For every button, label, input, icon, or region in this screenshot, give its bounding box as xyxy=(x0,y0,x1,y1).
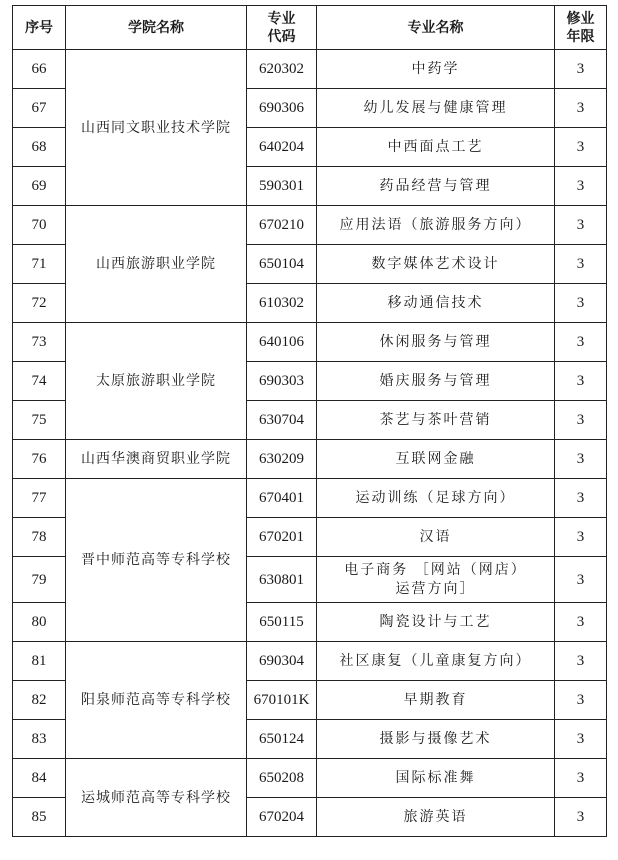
seq-cell: 70 xyxy=(13,206,66,245)
years-cell: 3 xyxy=(555,681,607,720)
major-cell: 互联网金融 xyxy=(317,440,555,479)
school-cell: 运城师范高等专科学校 xyxy=(66,759,247,837)
code-cell: 630704 xyxy=(247,401,317,440)
code-cell: 670210 xyxy=(247,206,317,245)
seq-cell: 83 xyxy=(13,720,66,759)
major-cell: 移动通信技术 xyxy=(317,284,555,323)
table-row xyxy=(13,642,607,681)
code-cell: 690304 xyxy=(247,642,317,681)
major-cell: 应用法语（旅游服务方向） xyxy=(317,206,555,245)
code-cell: 640106 xyxy=(247,323,317,362)
school-cell: 山西华澳商贸职业学院 xyxy=(66,440,247,479)
seq-cell: 82 xyxy=(13,681,66,720)
header-seq: 序号 xyxy=(13,6,66,50)
years-cell: 3 xyxy=(555,206,607,245)
major-cell: 婚庆服务与管理 xyxy=(317,362,555,401)
years-cell: 3 xyxy=(555,89,607,128)
years-cell: 3 xyxy=(555,167,607,206)
school-cell: 晋中师范高等专科学校 xyxy=(66,479,247,642)
seq-cell: 81 xyxy=(13,642,66,681)
seq-cell: 85 xyxy=(13,798,66,837)
years-cell: 3 xyxy=(555,362,607,401)
seq-cell: 78 xyxy=(13,518,66,557)
code-cell: 650115 xyxy=(247,603,317,642)
seq-cell: 69 xyxy=(13,167,66,206)
major-cell: 社区康复（儿童康复方向） xyxy=(317,642,555,681)
code-cell: 690306 xyxy=(247,89,317,128)
years-cell: 3 xyxy=(555,50,607,89)
major-cell: 数字媒体艺术设计 xyxy=(317,245,555,284)
seq-cell: 84 xyxy=(13,759,66,798)
years-cell: 3 xyxy=(555,128,607,167)
major-cell: 汉语 xyxy=(317,518,555,557)
major-cell: 运动训练（足球方向） xyxy=(317,479,555,518)
seq-cell: 73 xyxy=(13,323,66,362)
code-cell: 670204 xyxy=(247,798,317,837)
table-row xyxy=(13,50,607,89)
years-cell: 3 xyxy=(555,440,607,479)
years-cell: 3 xyxy=(555,401,607,440)
header-years xyxy=(555,6,607,50)
seq-cell: 71 xyxy=(13,245,66,284)
header-code xyxy=(247,6,317,50)
seq-cell: 76 xyxy=(13,440,66,479)
seq-cell: 80 xyxy=(13,603,66,642)
major-cell: 国际标准舞 xyxy=(317,759,555,798)
header-years-line2: 年限 xyxy=(566,28,595,45)
header-code-line2: 代码 xyxy=(267,28,296,45)
major-cell: 早期教育 xyxy=(317,681,555,720)
major-cell: 休闲服务与管理 xyxy=(317,323,555,362)
seq-cell: 66 xyxy=(13,50,66,89)
code-cell: 610302 xyxy=(247,284,317,323)
code-cell: 650124 xyxy=(247,720,317,759)
code-cell: 690303 xyxy=(247,362,317,401)
years-cell: 3 xyxy=(555,245,607,284)
header-years-line1: 修业 xyxy=(566,10,595,27)
major-cell: 摄影与摄像艺术 xyxy=(317,720,555,759)
code-cell: 630801 xyxy=(247,557,317,603)
table-row xyxy=(13,479,607,518)
years-cell: 3 xyxy=(555,557,607,603)
code-cell: 670401 xyxy=(247,479,317,518)
major-cell: 幼儿发展与健康管理 xyxy=(317,89,555,128)
years-cell: 3 xyxy=(555,603,607,642)
seq-cell: 74 xyxy=(13,362,66,401)
seq-cell: 75 xyxy=(13,401,66,440)
seq-cell: 68 xyxy=(13,128,66,167)
header-school: 学院名称 xyxy=(66,6,247,50)
code-cell: 620302 xyxy=(247,50,317,89)
major-cell xyxy=(317,557,555,603)
header-code-line1: 专业 xyxy=(267,10,296,27)
seq-cell: 79 xyxy=(13,557,66,603)
years-cell: 3 xyxy=(555,759,607,798)
code-cell: 670101K xyxy=(247,681,317,720)
years-cell: 3 xyxy=(555,284,607,323)
years-cell: 3 xyxy=(555,720,607,759)
major-cell-line1: 电子商务 ［网站（网店） xyxy=(344,561,527,578)
years-cell: 3 xyxy=(555,798,607,837)
table-row xyxy=(13,759,607,798)
header-major: 专业名称 xyxy=(317,6,555,50)
table-row xyxy=(13,440,607,479)
table-row xyxy=(13,323,607,362)
major-cell: 茶艺与茶叶营销 xyxy=(317,401,555,440)
code-cell: 650104 xyxy=(247,245,317,284)
majors-table xyxy=(12,5,607,837)
code-cell: 670201 xyxy=(247,518,317,557)
code-cell: 640204 xyxy=(247,128,317,167)
code-cell: 630209 xyxy=(247,440,317,479)
school-cell: 山西同文职业技术学院 xyxy=(66,50,247,206)
major-cell-line2: 运营方向］ xyxy=(395,580,476,597)
table-row xyxy=(13,206,607,245)
years-cell: 3 xyxy=(555,479,607,518)
major-cell: 中药学 xyxy=(317,50,555,89)
code-cell: 590301 xyxy=(247,167,317,206)
major-cell: 药品经营与管理 xyxy=(317,167,555,206)
seq-cell: 72 xyxy=(13,284,66,323)
major-cell: 旅游英语 xyxy=(317,798,555,837)
seq-cell: 67 xyxy=(13,89,66,128)
school-cell: 太原旅游职业学院 xyxy=(66,323,247,440)
major-cell: 陶瓷设计与工艺 xyxy=(317,603,555,642)
code-cell: 650208 xyxy=(247,759,317,798)
years-cell: 3 xyxy=(555,323,607,362)
table-header-row xyxy=(13,6,607,50)
major-cell: 中西面点工艺 xyxy=(317,128,555,167)
seq-cell: 77 xyxy=(13,479,66,518)
years-cell: 3 xyxy=(555,642,607,681)
years-cell: 3 xyxy=(555,518,607,557)
school-cell: 山西旅游职业学院 xyxy=(66,206,247,323)
school-cell: 阳泉师范高等专科学校 xyxy=(66,642,247,759)
